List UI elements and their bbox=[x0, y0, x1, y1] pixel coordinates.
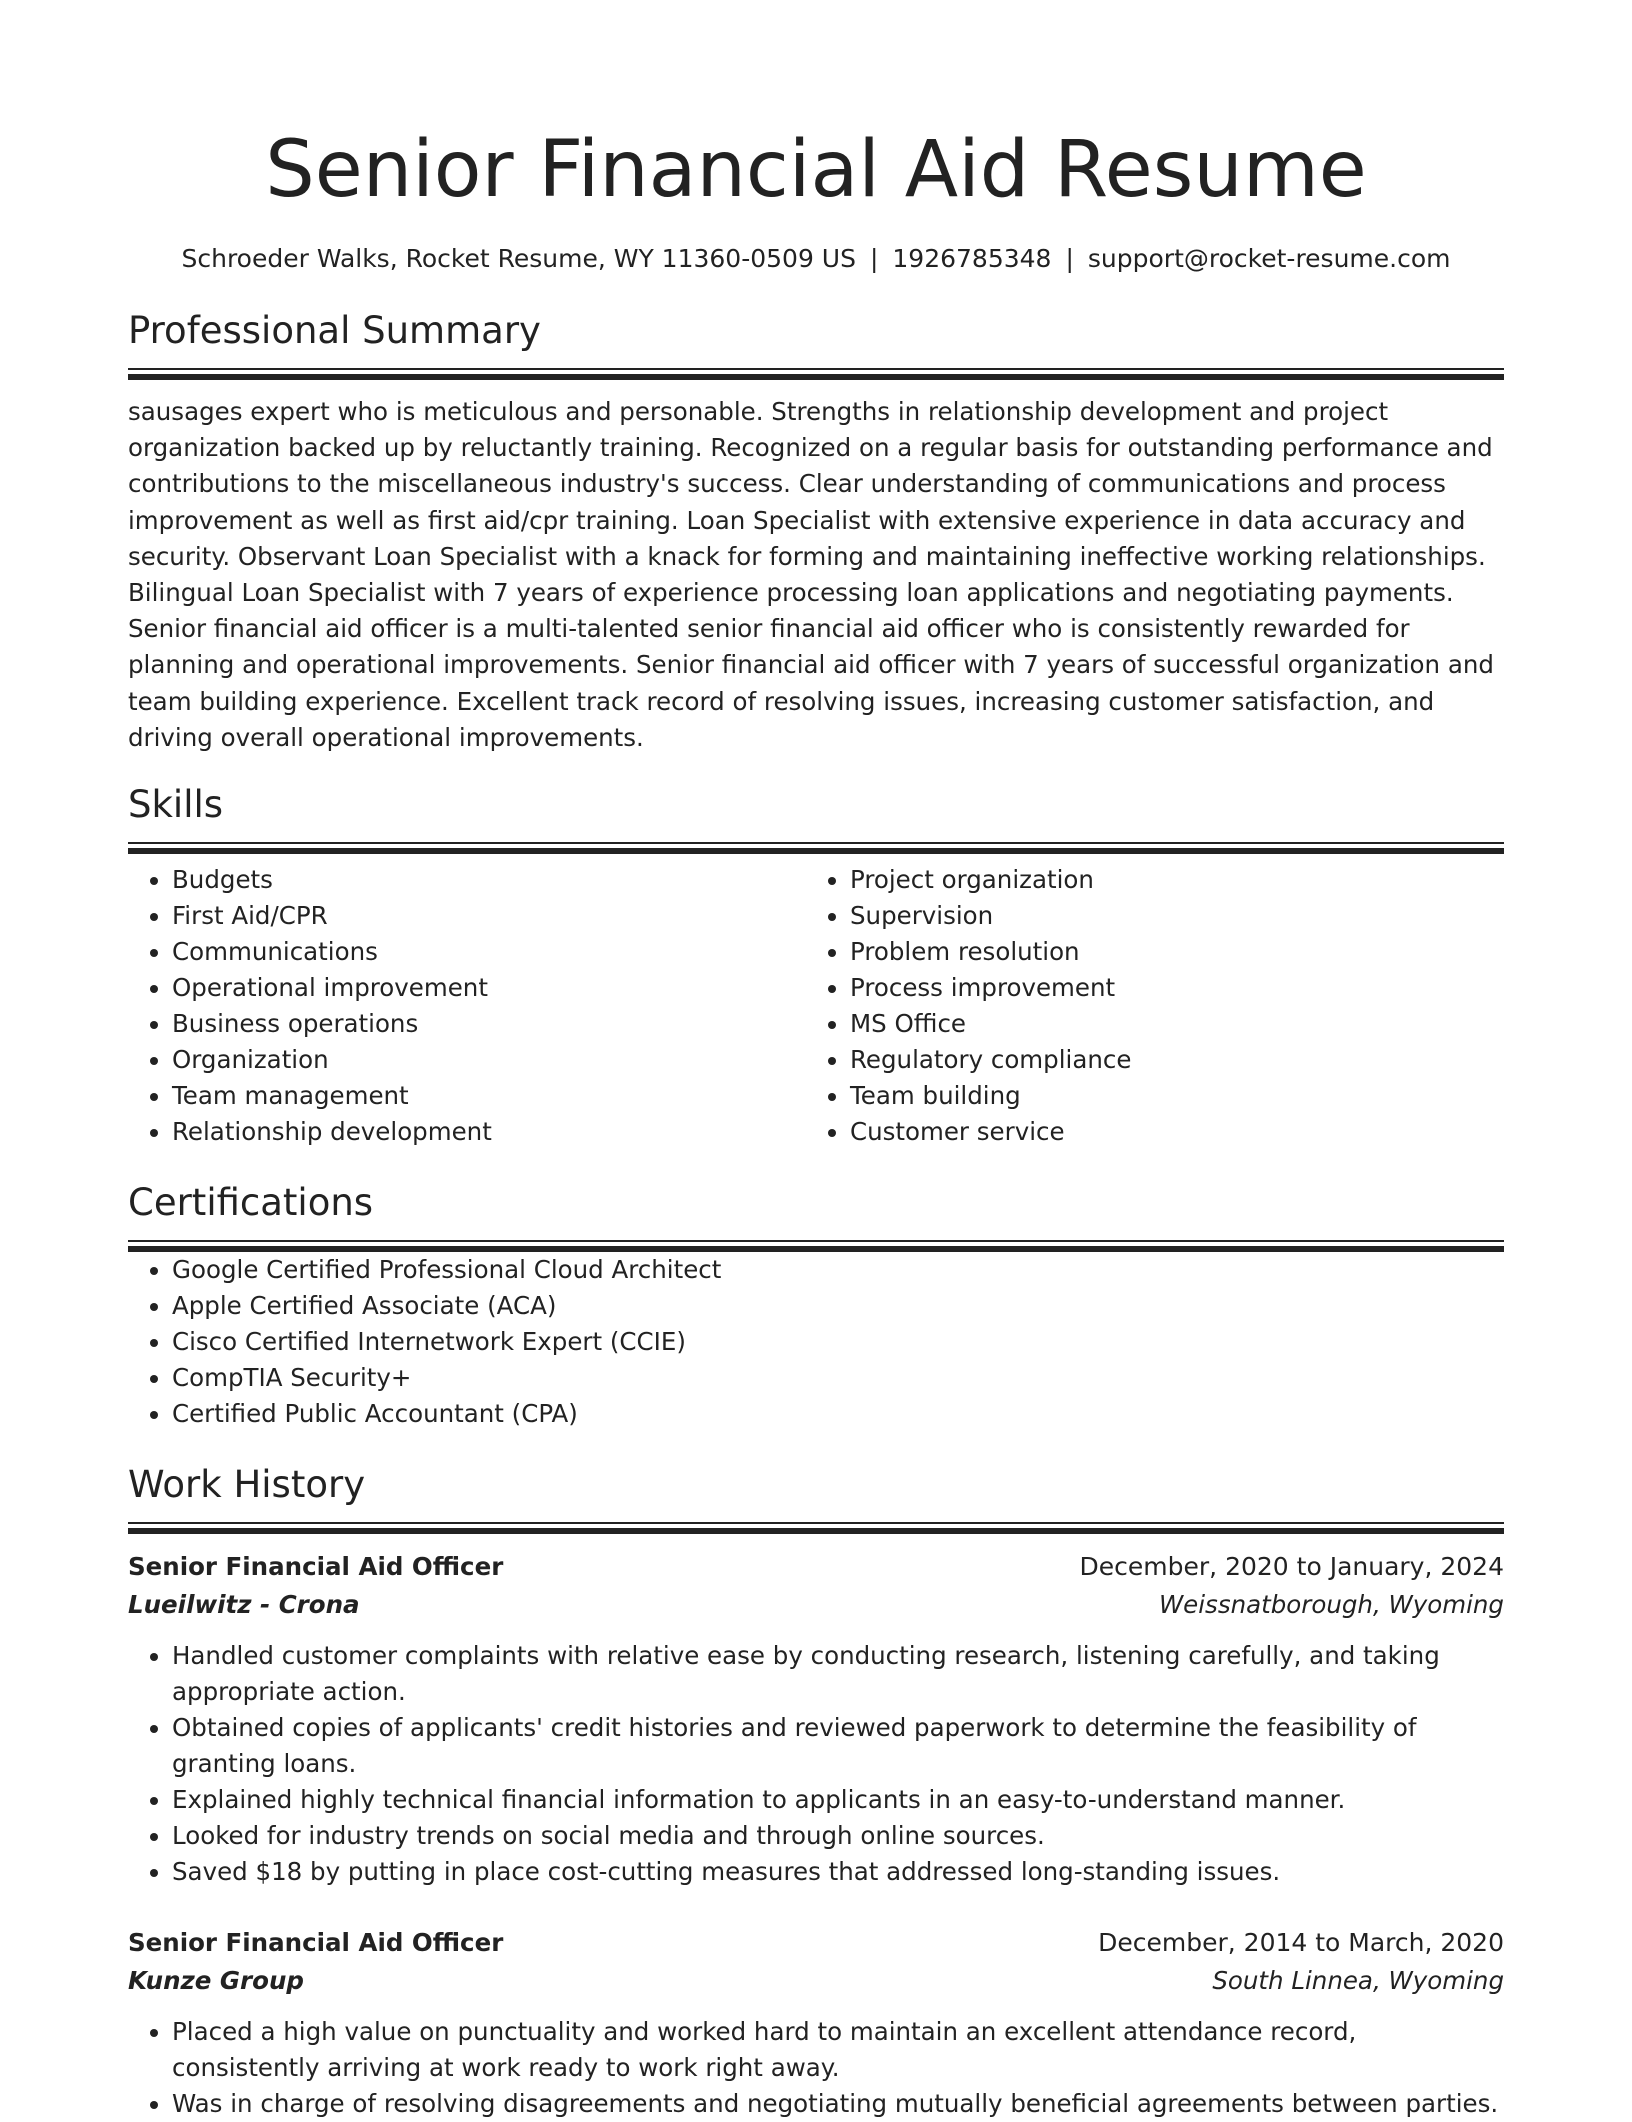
skill-item: • Supervision bbox=[850, 898, 1484, 934]
job-subheader-row bbox=[128, 1962, 1504, 2000]
section-divider bbox=[128, 1522, 1504, 1534]
section-divider bbox=[128, 842, 1504, 854]
skills-list-right bbox=[806, 862, 1484, 1150]
skills-section bbox=[128, 782, 1504, 1150]
skill-item: • Team management bbox=[172, 1078, 806, 1114]
job-bullet: • Looked for industry trends on social media and through online sources. bbox=[172, 1818, 1504, 1854]
work-history-section bbox=[128, 1462, 1504, 2122]
skills-column-right bbox=[806, 862, 1484, 1150]
contact-address: Schroeder Walks, Rocket Resume, WY 11360-0509 US bbox=[181, 244, 856, 273]
job-bullet: • Handled customer complaints with relative ease by conducting research, listening carefully, and taking appropriate action. bbox=[172, 1638, 1504, 1710]
skill-item: • Budgets bbox=[172, 862, 806, 898]
skill-item: • Regulatory compliance bbox=[850, 1042, 1484, 1078]
job-subheader-row bbox=[128, 1586, 1504, 1624]
certifications-list bbox=[128, 1252, 1504, 1432]
contact-phone: 1926785348 bbox=[892, 244, 1052, 273]
contact-separator: | bbox=[869, 244, 879, 273]
skill-item: • Project organization bbox=[850, 862, 1484, 898]
skill-item: • First Aid/CPR bbox=[172, 898, 806, 934]
skill-item: • Relationship development bbox=[172, 1114, 806, 1150]
job-bullet: • Explained highly technical financial information to applicants in an easy-to-understand manner. bbox=[172, 1782, 1504, 1818]
job-bullet: • Saved $18 by putting in place cost-cutting measures that addressed long-standing issues. bbox=[172, 1854, 1504, 1890]
certification-item: • Apple Certified Associate (ACA) bbox=[172, 1288, 1504, 1324]
skill-item: • Team building bbox=[850, 1078, 1484, 1114]
work-history-heading: Work History bbox=[128, 1463, 366, 1507]
certification-item: • Cisco Certified Internetwork Expert (CCIE) bbox=[172, 1324, 1504, 1360]
skill-item: • Organization bbox=[172, 1042, 806, 1078]
skills-heading: Skills bbox=[128, 783, 224, 827]
contact-email: support@rocket-resume.com bbox=[1087, 244, 1451, 273]
skill-item: • Business operations bbox=[172, 1006, 806, 1042]
certification-item: • Google Certified Professional Cloud Architect bbox=[172, 1252, 1504, 1288]
skill-item: • Problem resolution bbox=[850, 934, 1484, 970]
certifications-heading: Certifications bbox=[128, 1181, 374, 1225]
job-dates: December, 2020 to January, 2024 bbox=[1079, 1552, 1504, 1582]
job-entry bbox=[128, 1548, 1504, 1890]
job-header-row bbox=[128, 1548, 1504, 1586]
skills-grid bbox=[128, 862, 1504, 1150]
skills-list-left bbox=[128, 862, 806, 1150]
certification-item: • CompTIA Security+ bbox=[172, 1360, 1504, 1396]
skills-column-left bbox=[128, 862, 806, 1150]
certification-item: • Certified Public Accountant (CPA) bbox=[172, 1396, 1504, 1432]
job-title: Senior Financial Aid Officer bbox=[128, 1928, 504, 1958]
job-bullet: • Obtained copies of applicants' credit histories and reviewed paperwork to determine the feasibility of granting loans. bbox=[172, 1710, 1504, 1782]
skill-item: • MS Office bbox=[850, 1006, 1484, 1042]
section-divider bbox=[128, 1240, 1504, 1252]
skill-item: • Communications bbox=[172, 934, 806, 970]
job-bullet: • Was in charge of resolving disagreements and negotiating mutually beneficial agreements between parties. bbox=[172, 2086, 1504, 2122]
job-dates: December, 2014 to March, 2020 bbox=[1098, 1928, 1504, 1958]
job-location: Weissnatborough, Wyoming bbox=[1158, 1590, 1504, 1620]
skill-item: • Process improvement bbox=[850, 970, 1484, 1006]
skill-item: • Customer service bbox=[850, 1114, 1484, 1150]
job-company: Kunze Group bbox=[128, 1966, 304, 1996]
job-entry bbox=[128, 1924, 1504, 2122]
contact-line bbox=[128, 242, 1504, 276]
job-bullets bbox=[128, 2014, 1504, 2122]
section-divider bbox=[128, 368, 1504, 380]
job-bullet: • Placed a high value on punctuality and worked hard to maintain an excellent attendance record, consistently arriving at work ready to work right away. bbox=[172, 2014, 1504, 2086]
contact-separator: | bbox=[1065, 244, 1074, 273]
certifications-section bbox=[128, 1180, 1504, 1432]
resume-title: Senior Financial Aid Resume bbox=[265, 125, 1367, 215]
job-location: South Linnea, Wyoming bbox=[1212, 1966, 1504, 1996]
job-title: Senior Financial Aid Officer bbox=[128, 1552, 504, 1582]
job-company: Lueilwitz - Crona bbox=[128, 1590, 360, 1620]
summary-text: sausages expert who is meticulous and personable. Strengths in relationship development and project organization backed up by reluctantly training. Recognized on a regular basis for outstanding performance and contributions to the miscellaneous industry's success. Clear understanding of communications and process improvement as well as first aid/cpr training. Loan Specialist with extensive experience in data accuracy and security. Observant Loan Specialist with a knack for forming and maintaining ineffective working relationships. Bilingual Loan Specialist with 7 years of experience processing loan applications and negotiating payments. Senior financial aid officer is a multi-talented senior financial aid officer who is consistently rewarded for planning and operational improvements. Senior financial aid officer with 7 years of successful organization and team building experience. Excellent track record of resolving issues, increasing customer satisfaction, and driving overall operational improvements. bbox=[128, 397, 1494, 752]
skill-item: • Operational improvement bbox=[172, 970, 806, 1006]
summary-section bbox=[128, 308, 1504, 756]
job-header-row bbox=[128, 1924, 1504, 1962]
job-bullets bbox=[128, 1638, 1504, 1890]
summary-heading: Professional Summary bbox=[128, 309, 541, 352]
